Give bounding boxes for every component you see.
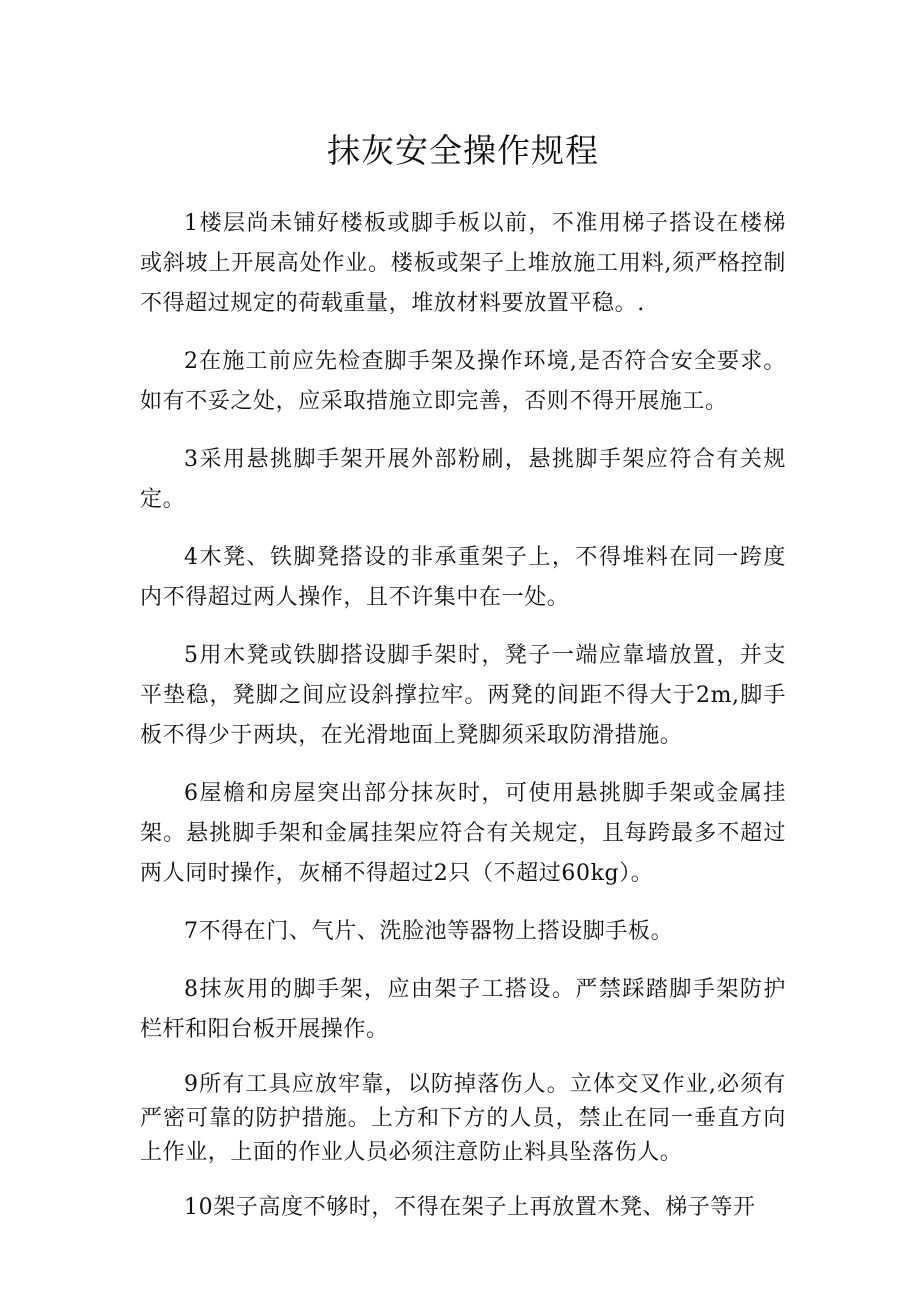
paragraph-3: 3采用悬挑脚手架开展外部粉刷，悬挑脚手架应符合有关规定。 <box>140 447 786 512</box>
paragraph-9: 9所有工具应放牢靠，以防掉落伤人。立体交叉作业,必须有严密可靠的防护措施。上方和下方的人员，禁止在同一垂直方向上作业，上面的作业人员必须注意防止料具坠落伤人。 <box>140 1072 786 1165</box>
paragraph-2: 2在施工前应先检查脚手架及操作环境,是否符合安全要求。如有不妥之处，应采取措施立即完善，否则不得开展施工。 <box>140 349 786 414</box>
paragraph-4: 4木凳、铁脚凳搭设的非承重架子上，不得堆料在同一跨度内不得超过两人操作，且不许集中在一处。 <box>140 545 786 610</box>
paragraph-6: 6屋檐和房屋突出部分抹灰时，可使用悬挑脚手架或金属挂架。悬挑脚手架和金属挂架应符合有关规定，且每跨最多不超过两人同时操作，灰桶不得超过2只（不超过60kg）。 <box>140 781 786 886</box>
paragraph-5: 5用木凳或铁脚搭设脚手架时，凳子一端应靠墙放置，并支平垫稳，凳脚之间应设斜撑拉牢。两凳的间距不得大于2m,脚手板不得少于两块，在光滑地面上凳脚须采取防滑措施。 <box>140 643 786 748</box>
paragraph-10: 10架子高度不够时，不得在架子上再放置木凳、梯子等开 <box>184 1195 756 1220</box>
page-title: 抹灰安全操作规程 <box>327 131 599 170</box>
paragraph-8: 8抹灰用的脚手架，应由架子工搭设。严禁踩踏脚手架防护栏杆和阳台板开展操作。 <box>140 977 786 1042</box>
paragraph-7: 7不得在门、气片、洗脸池等器物上搭设脚手板。 <box>184 919 674 944</box>
paragraph-1: 1楼层尚未铺好楼板或脚手板以前，不准用梯子搭设在楼梯或斜坡上开展高处作业。楼板或架子上堆放施工用料,须严格控制不得超过规定的荷载重量，堆放材料要放置平稳。. <box>140 211 786 316</box>
